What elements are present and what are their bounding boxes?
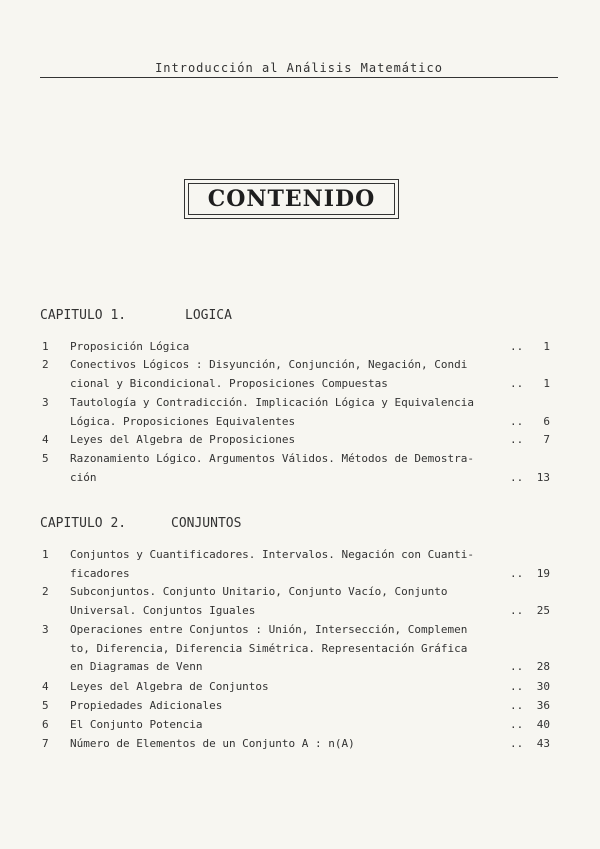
chapter-label: CAPITULO 2. <box>40 516 127 531</box>
toc-entry-text: Proposición Lógica <box>70 340 190 353</box>
toc-line <box>0 415 600 433</box>
toc-line <box>0 604 600 622</box>
toc-leader-dots: .. <box>510 680 524 693</box>
toc-page-number: 1 <box>543 376 550 390</box>
toc-entry-text: Propiedades Adicionales <box>70 699 223 712</box>
toc-page-number: 36 <box>536 699 550 712</box>
toc-entry-text: cional y Bicondicional. Proposiciones Compuestas <box>70 376 388 390</box>
toc-entry-text: Operaciones entre Conjuntos : Unión, Intersección, Complemen <box>70 623 468 636</box>
toc-entry-text: Tautología y Contradicción. Implicación Lógica y Equivalencia <box>70 396 474 409</box>
toc-entry-text: ficadores <box>70 566 130 580</box>
toc-page-number: 6 <box>543 414 550 428</box>
toc-entry-number: 5 <box>42 452 49 465</box>
toc-entry-text: ción <box>70 470 97 484</box>
toc-entry-number: 5 <box>42 699 49 712</box>
toc-entry-text: Conectivos Lógicos : Disyunción, Conjunción, Negación, Condi <box>70 358 468 371</box>
toc-leader-dots: .. <box>510 414 524 428</box>
toc-entry-number: 3 <box>42 396 49 409</box>
toc-leader-dots: .. <box>510 433 524 446</box>
toc-line <box>0 452 600 470</box>
toc-page-number: 25 <box>536 603 550 617</box>
toc-entry-text: to, Diferencia, Diferencia Simétrica. Representación Gráfica <box>70 641 468 655</box>
toc-leader-dots: .. <box>510 376 524 390</box>
toc-line <box>0 377 600 395</box>
toc-page-number: 43 <box>536 737 550 750</box>
toc-leader-dots: .. <box>510 660 524 674</box>
chapter-name: LOGICA <box>185 308 232 323</box>
chapter-label: CAPITULO 1. <box>40 308 127 323</box>
toc-line <box>0 585 600 603</box>
header-rule <box>40 77 558 78</box>
toc-line <box>0 699 600 717</box>
toc-leader-dots: .. <box>510 566 524 580</box>
toc-page-number: 40 <box>536 718 550 731</box>
toc-leader-dots: .. <box>510 603 524 617</box>
toc-entry-number: 4 <box>42 433 49 446</box>
toc-leader-dots: .. <box>510 718 524 731</box>
toc-leader-dots: .. <box>510 470 524 484</box>
toc-line <box>0 642 600 660</box>
toc-entry-text: Subconjuntos. Conjunto Unitario, Conjunto Vacío, Conjunto <box>70 585 448 598</box>
toc-entry-number: 3 <box>42 623 49 636</box>
toc-line <box>0 567 600 585</box>
toc-page-number: 19 <box>536 566 550 580</box>
toc-page-number: 7 <box>543 433 550 446</box>
toc-line <box>0 623 600 641</box>
toc-leader-dots: .. <box>510 737 524 750</box>
toc-line <box>0 433 600 451</box>
toc-leader-dots: .. <box>510 699 524 712</box>
toc-page-number: 28 <box>536 660 550 674</box>
toc-entry-text: Universal. Conjuntos Iguales <box>70 603 256 617</box>
toc-entry-text: Lógica. Proposiciones Equivalentes <box>70 414 296 428</box>
toc-entry-number: 1 <box>42 548 49 561</box>
toc-entry-number: 1 <box>42 340 49 353</box>
toc-entry-number: 4 <box>42 680 49 693</box>
contents-title: CONTENIDO <box>207 186 376 212</box>
toc-line <box>0 737 600 755</box>
toc-line <box>0 471 600 489</box>
toc-page-number: 1 <box>543 340 550 353</box>
toc-entry-text: El Conjunto Potencia <box>70 718 203 731</box>
toc-entry-text: Leyes del Algebra de Proposiciones <box>70 433 296 446</box>
toc-entry-number: 2 <box>42 585 49 598</box>
toc-line <box>0 548 600 566</box>
contents-title-box <box>184 179 399 219</box>
toc-line <box>0 340 600 358</box>
toc-entry-number: 7 <box>42 737 49 750</box>
toc-line <box>0 660 600 678</box>
toc-entry-text: Conjuntos y Cuantificadores. Intervalos. Negación con Cuanti- <box>70 548 474 561</box>
chapter-name: CONJUNTOS <box>171 516 242 531</box>
toc-page-number: 30 <box>536 680 550 693</box>
toc-line <box>0 396 600 414</box>
contents-title-inner-box <box>188 183 395 215</box>
toc-leader-dots: .. <box>510 340 524 353</box>
page-header-title: Introducción al Análisis Matemático <box>155 61 443 75</box>
toc-entry-text: Leyes del Algebra de Conjuntos <box>70 680 269 693</box>
toc-entry-number: 6 <box>42 718 49 731</box>
toc-entry-text: Número de Elementos de un Conjunto A : n(A) <box>70 737 355 750</box>
toc-entry-text: Razonamiento Lógico. Argumentos Válidos. Métodos de Demostra- <box>70 452 474 465</box>
toc-line <box>0 718 600 736</box>
toc-line <box>0 358 600 376</box>
toc-page-number: 13 <box>536 470 550 484</box>
toc-line <box>0 680 600 698</box>
toc-entry-number: 2 <box>42 358 49 371</box>
toc-entry-text: en Diagramas de Venn <box>70 660 203 674</box>
